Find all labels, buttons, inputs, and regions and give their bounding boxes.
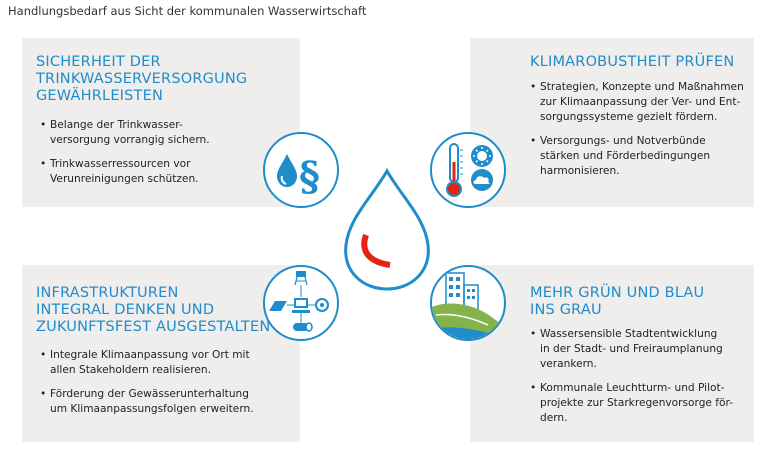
computer-icon: [292, 298, 310, 313]
paragraph-icon: §: [299, 153, 320, 200]
solar-panel-icon: [269, 301, 287, 311]
water-drop-icon: [277, 154, 297, 187]
panel-infrastructure: [22, 265, 300, 442]
bullet-list: [530, 327, 750, 435]
panel-heading: SICHERHEIT DER TRINKWASSERVERSORGUNG GEWÄHRLEISTEN: [36, 54, 248, 104]
sun-icon: [471, 145, 493, 167]
water-tower-icon: [295, 271, 307, 285]
thermometer-icon: [447, 144, 463, 196]
list-item: • Kommunale Leuchtturm- und Pilot- projekte zur Starkregenvorsorge för- dern.: [530, 381, 750, 426]
list-item: • Integrale Klimaanpassung vor Ort mit allen Stakeholdern realisieren.: [40, 348, 290, 378]
bullet-list: [530, 80, 750, 188]
list-item: • Belange der Trinkwasser- versorgung vorrangig sichern.: [40, 118, 250, 148]
infrastructure-icon-circle: [263, 265, 339, 341]
bullet-list: [40, 348, 290, 426]
page-title: Handlungsbedarf aus Sicht der kommunalen Wasserwirtschaft: [8, 4, 367, 18]
list-item: • Strategien, Konzepte und Maßnahmen zur Klimaanpassung der Ver- und Ent- sorgungssysteme gezielt fördern.: [530, 80, 750, 125]
cloud-icon: [471, 169, 493, 191]
panel-heading: MEHR GRÜN UND BLAU INS GRAU: [530, 285, 705, 318]
climate-icon-circle: [430, 132, 506, 208]
panel-climate-robustness: [470, 38, 754, 207]
list-item: • Förderung der Gewässerunterhaltung um Klimaanpassungsfolgen erweitern.: [40, 387, 290, 417]
pipe-icon: [293, 323, 312, 331]
list-item: • Wassersensible Stadtentwicklung in der Stadt- und Freiraumplanung verankern.: [530, 327, 750, 372]
panel-green-blue-city: [470, 265, 754, 442]
bullet-list: [40, 118, 250, 196]
panel-drinking-water-security: [22, 38, 300, 207]
panel-heading: INFRASTRUKTUREN INTEGRAL DENKEN UND ZUKUNFTSFEST AUSGESTALTEN: [36, 285, 271, 335]
green-city-icon-circle: [430, 265, 506, 341]
list-item: • Trinkwasserressourcen vor Verunreinigungen schützen.: [40, 157, 250, 187]
list-item: • Versorgungs- und Notverbünde stärken und Förderbedingungen harmonisieren.: [530, 134, 750, 179]
drinking-water-icon-circle: [263, 132, 339, 208]
pump-icon: [316, 299, 328, 311]
panel-heading: KLIMAROBUSTHEIT PRÜFEN: [530, 54, 735, 70]
